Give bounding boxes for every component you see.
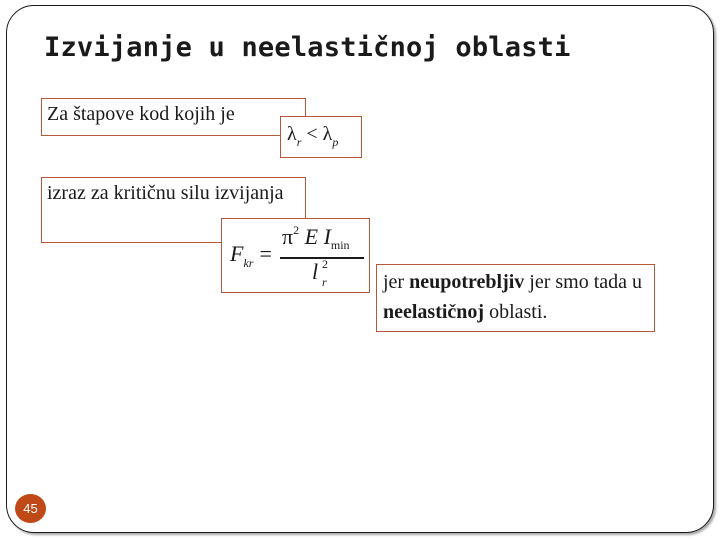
lambda-p-symbol: λ [322,123,333,145]
page-number-badge [15,494,46,523]
critical-force-text: izraz za kritičnu silu izvijanja [47,182,284,204]
force-subscript: kr [243,256,254,270]
lambda-condition-formula [280,116,362,158]
note-text-box [376,264,655,332]
note-part-2: jer smo tada u [524,271,643,293]
pi-symbol: π [282,224,294,249]
pi-exponent: 2 [293,223,300,237]
formula-denominator [312,257,328,289]
lambda-p-subscript: p [332,135,339,149]
modulus-symbol: E [304,224,319,249]
note-bold-neelasticnoj: neelastičnoj [383,301,485,323]
critical-force-formula [221,218,370,293]
inertia-symbol: I [323,224,331,249]
note-part-1: jer [383,271,410,293]
page-number: 45 [23,501,38,516]
lambda-r-subscript: r [296,135,302,149]
equals-sign: = [259,241,272,266]
note-part-3: oblasti. [484,301,548,323]
length-symbol: l [312,259,319,284]
inertia-subscript: min [330,238,350,252]
less-than-operator: < [306,123,318,145]
condition-text-box [41,98,306,136]
formula-numerator [282,223,350,253]
length-exponent: 2 [322,257,328,271]
lambda-r-symbol: λ [287,123,297,145]
note-bold-neupotrebljiv: neupotrebljiv [409,271,525,293]
length-subscript: r [322,275,327,289]
force-symbol: F [230,241,244,266]
condition-text: Za štapove kod kojih je [47,103,235,125]
slide-title: Izvijanje u neelastičnoj oblasti [44,32,571,63]
